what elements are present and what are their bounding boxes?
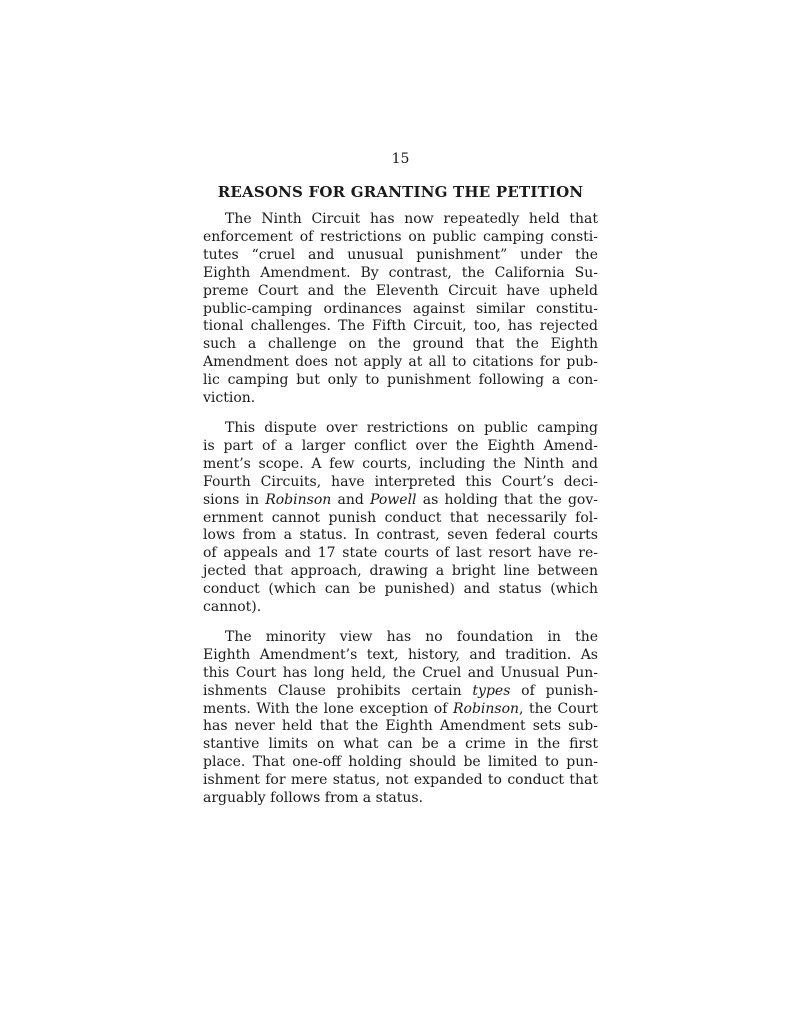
text-line: lows from a status. In contrast, seven federal courts (203, 527, 598, 544)
text-line: public-camping ordinances against similar constitu- (203, 300, 598, 317)
text-line: The Ninth Circuit has now repeatedly held that (225, 211, 598, 227)
text-line: of appeals and 17 state courts of last resort have re- (203, 545, 598, 562)
text-line: lic camping but only to punishment following a con- (203, 372, 598, 389)
text-line: enforcement of restrictions on public camping consti- (203, 228, 598, 245)
text-line: This dispute over restrictions on public camping (225, 419, 598, 436)
text-line: sions in Robinson and Powell as holding that the gov- (203, 491, 599, 508)
text-line: tional challenges. The Fifth Circuit, too, has rejected (203, 318, 598, 335)
section-heading: REASONS FOR GRANTING THE PETITION (217, 183, 584, 201)
text-line: Amendment does not apply at all to citations for pub- (203, 354, 598, 371)
text-line: has never held that the Eighth Amendment sets sub- (203, 718, 598, 735)
text-line: Fourth Circuits, have interpreted this Court’s deci- (203, 473, 598, 490)
text-line: place. That one-off holding should be limited to pun- (203, 754, 598, 771)
text-line: cannot). (203, 599, 262, 616)
text-line: The minority view has no foundation in the (225, 628, 598, 645)
text-line: is part of a larger conflict over the Eighth Amend- (203, 437, 598, 454)
page-content (203, 150, 598, 808)
text-line: preme Court and the Eleventh Circuit have upheld (203, 282, 598, 299)
text-line: ment’s scope. A few courts, including the Ninth and (203, 455, 598, 472)
text-line: conduct (which can be punished) and status (which (203, 581, 598, 598)
text-line: ments. With the lone exception of Robinson, the Court (203, 700, 598, 717)
text-line: such a challenge on the ground that the Eighth (203, 336, 598, 353)
text-line: arguably follows from a status. (203, 790, 424, 807)
page-number: 15 (391, 151, 410, 167)
text-line: ernment cannot punish conduct that necessarily fol- (203, 509, 598, 526)
text-line: ishments Clause prohibits certain types of punish- (203, 682, 598, 699)
paragraph (203, 211, 598, 408)
text-line: tutes “cruel and unusual punishment” under the (203, 246, 598, 263)
text-line: Eighth Amendment. By contrast, the California Su- (203, 264, 598, 281)
paragraph (203, 420, 598, 617)
text-line: Eighth Amendment’s text, history, and tradition. As (203, 646, 598, 663)
paragraph (203, 629, 598, 808)
text-line: stantive limits on what can be a crime in the first (203, 736, 598, 753)
text-line: viction. (203, 390, 256, 407)
text-line: this Court has long held, the Cruel and Unusual Pun- (203, 664, 598, 681)
text-line: ishment for mere status, not expanded to conduct that (203, 772, 598, 789)
document-body (203, 211, 598, 808)
text-line: jected that approach, drawing a bright line between (203, 563, 598, 580)
